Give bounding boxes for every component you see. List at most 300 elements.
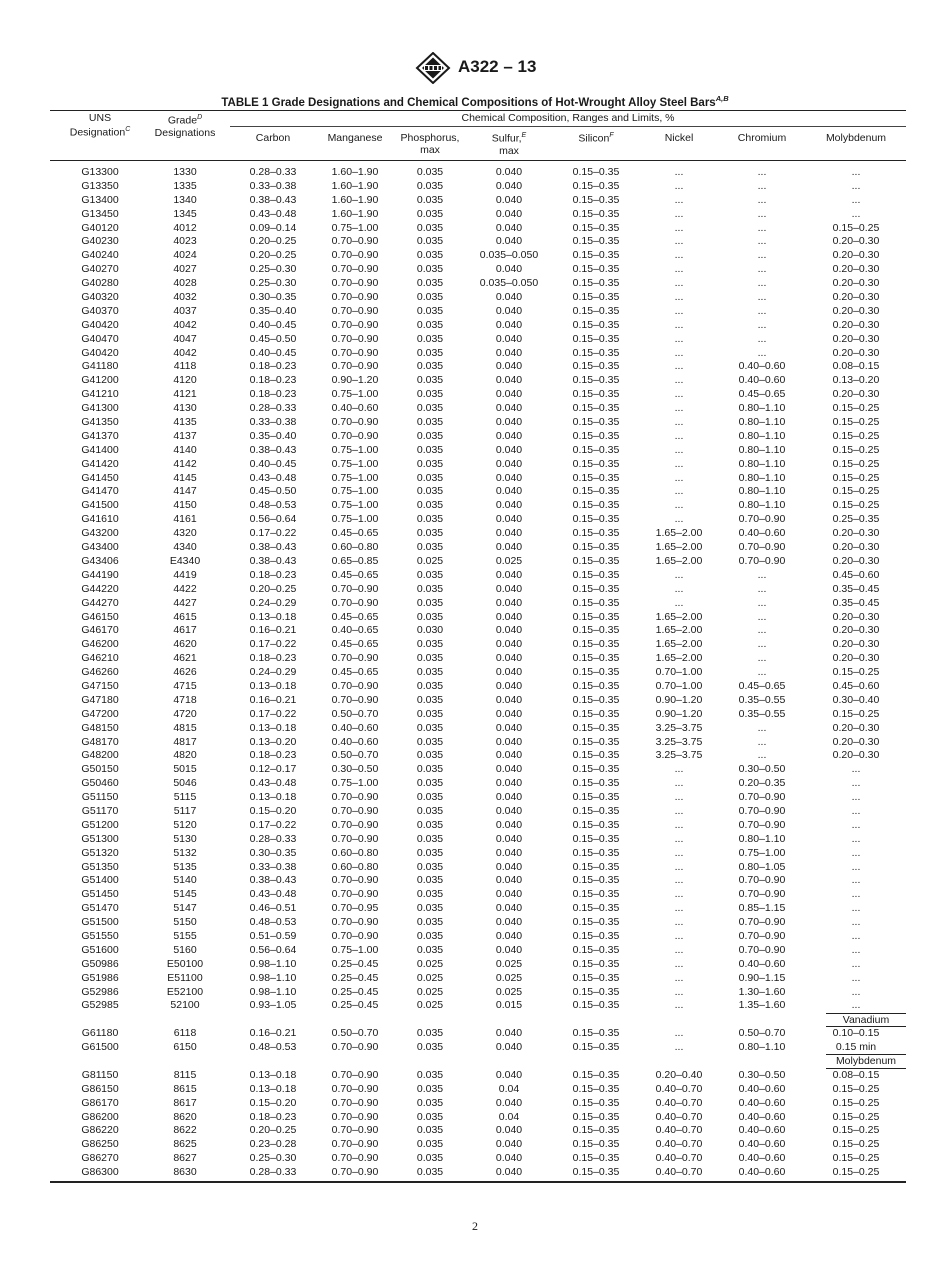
cell-molybdenum: 0.20–0.30	[832, 652, 880, 665]
table-row	[50, 263, 906, 277]
cell-nickel: ...	[674, 832, 684, 845]
table-row	[50, 416, 906, 430]
cell-silicon: 0.15–0.35	[572, 610, 620, 623]
cell-phosphorus: 0.035	[416, 777, 444, 790]
header-phosphorus	[394, 132, 466, 156]
cell-silicon: 0.15–0.35	[572, 860, 620, 873]
cell-manganese: 0.75–1.00	[331, 221, 379, 234]
page-header	[0, 52, 950, 86]
cell-carbon: 0.30–0.35	[249, 291, 297, 304]
cell-molybdenum: 0.15–0.25	[832, 1082, 880, 1095]
cell-nickel: ...	[674, 235, 684, 248]
table-row	[50, 930, 906, 944]
cell-silicon: 0.15–0.35	[572, 957, 620, 970]
cell-sulfur: 0.040	[495, 721, 523, 734]
cell-sulfur: 0.040	[495, 832, 523, 845]
header-silicon-footnote: F	[609, 132, 614, 139]
cell-molybdenum: ...	[851, 804, 861, 817]
cell-chromium: 0.70–0.90	[738, 554, 786, 567]
cell-nickel: ...	[674, 791, 684, 804]
cell-uns: G41370	[81, 429, 119, 442]
cell-carbon: 0.18–0.23	[249, 568, 297, 581]
table-row	[50, 194, 906, 208]
cell-carbon: 0.18–0.23	[249, 374, 297, 387]
cell-grade: 4145	[173, 471, 197, 484]
header-grade-line1	[140, 112, 230, 127]
cell-phosphorus: 0.035	[416, 666, 444, 679]
header-manganese: Manganese	[327, 132, 383, 144]
cell-grade: 4042	[173, 346, 197, 359]
cell-nickel: 0.70–1.00	[655, 679, 703, 692]
cell-molybdenum: 0.15–0.25	[832, 457, 880, 470]
cell-manganese: 0.25–0.45	[331, 999, 379, 1012]
cell-molybdenum: 0.20–0.30	[832, 541, 880, 554]
cell-grade: 8627	[173, 1152, 197, 1165]
header-phosphorus-line2: max	[420, 144, 440, 156]
cell-sulfur: 0.040	[495, 346, 523, 359]
table-row	[50, 902, 906, 916]
cell-nickel: 1.65–2.00	[655, 554, 703, 567]
cell-silicon: 0.15–0.35	[572, 874, 620, 887]
cell-uns: G40120	[81, 221, 119, 234]
cell-carbon: 0.15–0.20	[249, 804, 297, 817]
cell-molybdenum: 0.20–0.30	[832, 332, 880, 345]
cell-manganese: 0.70–0.90	[331, 360, 379, 373]
cell-silicon: 0.15–0.35	[572, 804, 620, 817]
cell-carbon: 0.13–0.18	[249, 610, 297, 623]
cell-silicon: 0.15–0.35	[572, 277, 620, 290]
cell-sulfur: 0.040	[495, 527, 523, 540]
cell-silicon: 0.15–0.35	[572, 1166, 620, 1179]
cell-grade: 4620	[173, 638, 197, 651]
cell-nickel: ...	[674, 221, 684, 234]
cell-nickel: 3.25–3.75	[655, 721, 703, 734]
table-row	[50, 791, 906, 805]
cell-chromium: 0.40–0.60	[738, 1124, 786, 1137]
cell-manganese: 0.70–0.90	[331, 1082, 379, 1095]
cell-nickel: ...	[674, 1041, 684, 1054]
table-row	[50, 180, 906, 194]
cell-sulfur: 0.040	[495, 291, 523, 304]
cell-manganese: 0.75–1.00	[331, 777, 379, 790]
cell-phosphorus: 0.035	[416, 693, 444, 706]
cell-manganese: 0.50–0.70	[331, 707, 379, 720]
header-sulfur-line1	[466, 130, 552, 145]
cell-uns: G86220	[81, 1124, 119, 1137]
cell-silicon: 0.15–0.35	[572, 291, 620, 304]
cell-grade: 4024	[173, 249, 197, 262]
cell-silicon: 0.15–0.35	[572, 568, 620, 581]
cell-phosphorus: 0.035	[416, 874, 444, 887]
cell-chromium: 0.45–0.65	[738, 679, 786, 692]
cell-sulfur: 0.040	[495, 485, 523, 498]
cell-molybdenum: 0.35–0.45	[832, 596, 880, 609]
cell-carbon: 0.13–0.18	[249, 1082, 297, 1095]
cell-sulfur: 0.04	[498, 1110, 520, 1123]
cell-manganese: 1.60–1.90	[331, 207, 379, 220]
cell-grade: 6150	[173, 1041, 197, 1054]
cell-molybdenum: ...	[851, 929, 861, 942]
cell-grade: 1340	[173, 193, 197, 206]
cell-phosphorus: 0.035	[416, 471, 444, 484]
table-row	[50, 527, 906, 541]
cell-sulfur: 0.040	[495, 332, 523, 345]
cell-uns: G40240	[81, 249, 119, 262]
cell-uns: G86200	[81, 1110, 119, 1123]
cell-phosphorus: 0.035	[416, 1124, 444, 1137]
cell-sulfur: 0.04	[498, 1082, 520, 1095]
header-uns-line2	[50, 124, 150, 139]
cell-carbon: 0.43–0.48	[249, 777, 297, 790]
cell-grade: 5147	[173, 902, 197, 915]
cell-molybdenum: ...	[851, 832, 861, 845]
cell-grade: 4621	[173, 652, 197, 665]
cell-manganese: 0.70–0.90	[331, 832, 379, 845]
cell-chromium: 1.35–1.60	[738, 999, 786, 1012]
cell-chromium: ...	[757, 666, 767, 679]
cell-nickel: ...	[674, 429, 684, 442]
cell-chromium: 0.70–0.90	[738, 818, 786, 831]
cell-nickel: ...	[674, 277, 684, 290]
table-row	[50, 777, 906, 791]
cell-uns: G48150	[81, 721, 119, 734]
table-row	[50, 166, 906, 180]
cell-chromium: 0.80–1.05	[738, 860, 786, 873]
cell-phosphorus: 0.035	[416, 610, 444, 623]
cell-chromium: 0.85–1.15	[738, 902, 786, 915]
cell-grade: 6118	[173, 1027, 197, 1040]
cell-molybdenum: ...	[851, 818, 861, 831]
table-row	[50, 402, 906, 416]
cell-phosphorus: 0.035	[416, 1082, 444, 1095]
cell-chromium: 0.80–1.10	[738, 402, 786, 415]
cell-chromium: ...	[757, 249, 767, 262]
cell-sulfur: 0.040	[495, 679, 523, 692]
cell-silicon: 0.15–0.35	[572, 943, 620, 956]
cell-molybdenum: ...	[851, 763, 861, 776]
cell-molybdenum: 0.20–0.30	[832, 318, 880, 331]
cell-chromium: ...	[757, 263, 767, 276]
cell-uns: G48170	[81, 735, 119, 748]
cell-carbon: 0.13–0.20	[249, 735, 297, 748]
cell-sulfur: 0.040	[495, 791, 523, 804]
cell-molybdenum: 0.15 min	[835, 1041, 877, 1054]
cell-molybdenum: 0.15–0.25	[832, 1096, 880, 1109]
cell-manganese: 0.70–0.90	[331, 1152, 379, 1165]
cell-manganese: 1.60–1.90	[331, 193, 379, 206]
cell-nickel: 1.65–2.00	[655, 638, 703, 651]
table-row	[50, 277, 906, 291]
cell-phosphorus: 0.035	[416, 429, 444, 442]
table-row	[50, 1041, 906, 1055]
table-row	[50, 916, 906, 930]
table-row	[50, 972, 906, 986]
cell-phosphorus: 0.035	[416, 207, 444, 220]
cell-manganese: 0.70–0.90	[331, 929, 379, 942]
cell-uns: G51400	[81, 874, 119, 887]
cell-chromium: 0.70–0.90	[738, 943, 786, 956]
cell-uns: G46260	[81, 666, 119, 679]
cell-grade: 4137	[173, 429, 197, 442]
cell-silicon: 0.15–0.35	[572, 638, 620, 651]
cell-silicon: 0.15–0.35	[572, 332, 620, 345]
cell-manganese: 0.70–0.90	[331, 235, 379, 248]
cell-silicon: 0.15–0.35	[572, 499, 620, 512]
cell-molybdenum: 0.15–0.25	[832, 1152, 880, 1165]
cell-silicon: 0.15–0.35	[572, 263, 620, 276]
cell-molybdenum: ...	[851, 846, 861, 859]
cell-molybdenum: 0.15–0.25	[832, 471, 880, 484]
cell-nickel: ...	[674, 485, 684, 498]
cell-molybdenum: 0.15–0.25	[832, 1166, 880, 1179]
cell-manganese: 0.25–0.45	[331, 957, 379, 970]
cell-phosphorus: 0.035	[416, 499, 444, 512]
table-row	[50, 319, 906, 333]
cell-silicon: 0.15–0.35	[572, 1082, 620, 1095]
cell-sulfur: 0.025	[495, 957, 523, 970]
cell-carbon: 0.38–0.43	[249, 443, 297, 456]
vanadium-subheader-label: Vanadium	[826, 1013, 906, 1027]
cell-carbon: 0.13–0.18	[249, 1068, 297, 1081]
cell-uns: G44190	[81, 568, 119, 581]
cell-chromium: ...	[757, 277, 767, 290]
cell-chromium: ...	[757, 304, 767, 317]
cell-uns: G86150	[81, 1082, 119, 1095]
cell-chromium: ...	[757, 652, 767, 665]
cell-chromium: 0.80–1.10	[738, 416, 786, 429]
cell-nickel: ...	[674, 957, 684, 970]
cell-manganese: 0.70–0.95	[331, 902, 379, 915]
cell-manganese: 0.70–0.90	[331, 346, 379, 359]
cell-carbon: 0.56–0.64	[249, 513, 297, 526]
cell-chromium: 0.90–1.15	[738, 971, 786, 984]
cell-molybdenum: ...	[851, 207, 861, 220]
cell-phosphorus: 0.035	[416, 1138, 444, 1151]
table-row	[50, 1111, 906, 1125]
cell-molybdenum: 0.15–0.25	[832, 443, 880, 456]
cell-manganese: 0.70–0.90	[331, 291, 379, 304]
cell-manganese: 0.75–1.00	[331, 485, 379, 498]
cell-uns: G40470	[81, 332, 119, 345]
table-row	[50, 999, 906, 1013]
cell-silicon: 0.15–0.35	[572, 179, 620, 192]
cell-carbon: 0.17–0.22	[249, 818, 297, 831]
cell-phosphorus: 0.035	[416, 846, 444, 859]
cell-manganese: 0.75–1.00	[331, 388, 379, 401]
cell-chromium: ...	[757, 207, 767, 220]
cell-grade: 8115	[173, 1068, 197, 1081]
cell-chromium: 0.40–0.60	[738, 374, 786, 387]
cell-sulfur: 0.040	[495, 763, 523, 776]
cell-phosphorus: 0.035	[416, 1027, 444, 1040]
cell-uns: G44220	[81, 582, 119, 595]
cell-grade: E51100	[167, 971, 203, 984]
cell-chromium: 0.80–1.10	[738, 1041, 786, 1054]
cell-phosphorus: 0.035	[416, 1041, 444, 1054]
cell-chromium: 0.20–0.35	[738, 777, 786, 790]
cell-carbon: 0.43–0.48	[249, 207, 297, 220]
cell-chromium: 0.40–0.60	[738, 957, 786, 970]
cell-sulfur: 0.040	[495, 749, 523, 762]
cell-grade: 5132	[173, 846, 197, 859]
cell-manganese: 0.40–0.60	[331, 402, 379, 415]
cell-manganese: 0.45–0.65	[331, 527, 379, 540]
cell-grade: 1345	[173, 207, 197, 220]
table-row	[50, 652, 906, 666]
cell-sulfur: 0.040	[495, 1041, 523, 1054]
cell-manganese: 0.75–1.00	[331, 457, 379, 470]
cell-carbon: 0.18–0.23	[249, 652, 297, 665]
cell-silicon: 0.15–0.35	[572, 388, 620, 401]
cell-grade: 4422	[173, 582, 197, 595]
cell-grade: 8615	[173, 1082, 197, 1095]
cell-silicon: 0.15–0.35	[572, 1068, 620, 1081]
cell-nickel: ...	[674, 999, 684, 1012]
cell-chromium: 0.40–0.60	[738, 1152, 786, 1165]
cell-manganese: 0.70–0.90	[331, 693, 379, 706]
table-row	[50, 833, 906, 847]
table-row	[50, 374, 906, 388]
cell-sulfur: 0.040	[495, 804, 523, 817]
cell-phosphorus: 0.035	[416, 582, 444, 595]
header-uns	[50, 112, 150, 139]
cell-carbon: 0.12–0.17	[249, 763, 297, 776]
cell-chromium: ...	[757, 291, 767, 304]
cell-carbon: 0.38–0.43	[249, 541, 297, 554]
cell-molybdenum: ...	[851, 985, 861, 998]
cell-molybdenum: 0.20–0.30	[832, 749, 880, 762]
table-row	[50, 249, 906, 263]
cell-manganese: 0.70–0.90	[331, 652, 379, 665]
cell-manganese: 0.70–0.90	[331, 888, 379, 901]
cell-chromium: 0.40–0.60	[738, 1096, 786, 1109]
cell-sulfur: 0.040	[495, 263, 523, 276]
cell-silicon: 0.15–0.35	[572, 749, 620, 762]
cell-phosphorus: 0.035	[416, 721, 444, 734]
table-title	[0, 94, 950, 109]
cell-carbon: 0.33–0.38	[249, 416, 297, 429]
cell-uns: G51170	[81, 804, 119, 817]
cell-nickel: 0.40–0.70	[655, 1124, 703, 1137]
cell-manganese: 0.40–0.65	[331, 624, 379, 637]
cell-manganese: 0.50–0.70	[331, 1027, 379, 1040]
cell-silicon: 0.15–0.35	[572, 443, 620, 456]
cell-manganese: 0.70–0.90	[331, 916, 379, 929]
cell-grade: 4340	[173, 541, 197, 554]
cell-sulfur: 0.040	[495, 304, 523, 317]
cell-grade: 4626	[173, 666, 197, 679]
cell-sulfur: 0.035–0.050	[479, 249, 539, 262]
header-silicon	[552, 130, 640, 145]
cell-chromium: 0.80–1.10	[738, 429, 786, 442]
cell-sulfur: 0.040	[495, 221, 523, 234]
cell-chromium: 0.30–0.50	[738, 1068, 786, 1081]
cell-nickel: 0.40–0.70	[655, 1096, 703, 1109]
table-row	[50, 444, 906, 458]
document-designation: A322 – 13	[458, 57, 537, 76]
cell-silicon: 0.15–0.35	[572, 763, 620, 776]
cell-phosphorus: 0.035	[416, 1152, 444, 1165]
table-row	[50, 541, 906, 555]
cell-molybdenum: 0.20–0.30	[832, 277, 880, 290]
cell-phosphorus: 0.035	[416, 193, 444, 206]
cell-phosphorus: 0.035	[416, 916, 444, 929]
cell-manganese: 0.75–1.00	[331, 471, 379, 484]
cell-nickel: ...	[674, 318, 684, 331]
cell-manganese: 0.45–0.65	[331, 638, 379, 651]
cell-nickel: ...	[674, 902, 684, 915]
cell-chromium: 0.80–1.10	[738, 443, 786, 456]
cell-molybdenum: 0.20–0.30	[832, 249, 880, 262]
cell-uns: G61180	[81, 1027, 119, 1040]
cell-sulfur: 0.025	[495, 971, 523, 984]
cell-silicon: 0.15–0.35	[572, 360, 620, 373]
cell-molybdenum: 0.15–0.25	[832, 402, 880, 415]
cell-carbon: 0.25–0.30	[249, 277, 297, 290]
table-row	[50, 986, 906, 1000]
cell-uns: G13450	[81, 207, 119, 220]
cell-manganese: 0.50–0.70	[331, 749, 379, 762]
cell-carbon: 0.13–0.18	[249, 791, 297, 804]
cell-grade: 4715	[173, 679, 197, 692]
cell-chromium: 0.40–0.60	[738, 1082, 786, 1095]
cell-phosphorus: 0.035	[416, 277, 444, 290]
cell-grade: 4617	[173, 624, 197, 637]
table-title-footnote: A,B	[715, 94, 729, 103]
cell-nickel: 0.40–0.70	[655, 1166, 703, 1179]
cell-grade: 4820	[173, 749, 197, 762]
cell-silicon: 0.15–0.35	[572, 791, 620, 804]
cell-manganese: 0.30–0.50	[331, 763, 379, 776]
cell-silicon: 0.15–0.35	[572, 249, 620, 262]
cell-uns: G43400	[81, 541, 119, 554]
cell-nickel: ...	[674, 374, 684, 387]
cell-carbon: 0.23–0.28	[249, 1138, 297, 1151]
cell-molybdenum: 0.15–0.25	[832, 221, 880, 234]
cell-carbon: 0.33–0.38	[249, 179, 297, 192]
cell-uns: G47180	[81, 693, 119, 706]
cell-manganese: 0.75–1.00	[331, 943, 379, 956]
table-row	[50, 208, 906, 222]
cell-chromium: 0.70–0.90	[738, 888, 786, 901]
cell-uns: G40370	[81, 304, 119, 317]
cell-silicon: 0.15–0.35	[572, 416, 620, 429]
cell-grade: 4023	[173, 235, 197, 248]
header-grade-text: Grade	[167, 114, 198, 127]
cell-chromium: ...	[757, 735, 767, 748]
cell-silicon: 0.15–0.35	[572, 485, 620, 498]
cell-nickel: ...	[674, 249, 684, 262]
cell-carbon: 0.48–0.53	[249, 499, 297, 512]
cell-molybdenum: 0.20–0.30	[832, 721, 880, 734]
cell-silicon: 0.15–0.35	[572, 193, 620, 206]
table-row	[50, 763, 906, 777]
cell-manganese: 0.70–0.90	[331, 679, 379, 692]
cell-chromium: 0.70–0.90	[738, 513, 786, 526]
cell-uns: G51300	[81, 832, 119, 845]
cell-manganese: 0.70–0.90	[331, 1041, 379, 1054]
cell-chromium: ...	[757, 346, 767, 359]
cell-phosphorus: 0.035	[416, 804, 444, 817]
cell-chromium: ...	[757, 568, 767, 581]
cell-silicon: 0.15–0.35	[572, 374, 620, 387]
cell-chromium: ...	[757, 582, 767, 595]
cell-chromium: 0.70–0.90	[738, 874, 786, 887]
cell-nickel: ...	[674, 943, 684, 956]
cell-sulfur: 0.040	[495, 638, 523, 651]
cell-chromium: 0.70–0.90	[738, 791, 786, 804]
cell-carbon: 0.28–0.33	[249, 832, 297, 845]
